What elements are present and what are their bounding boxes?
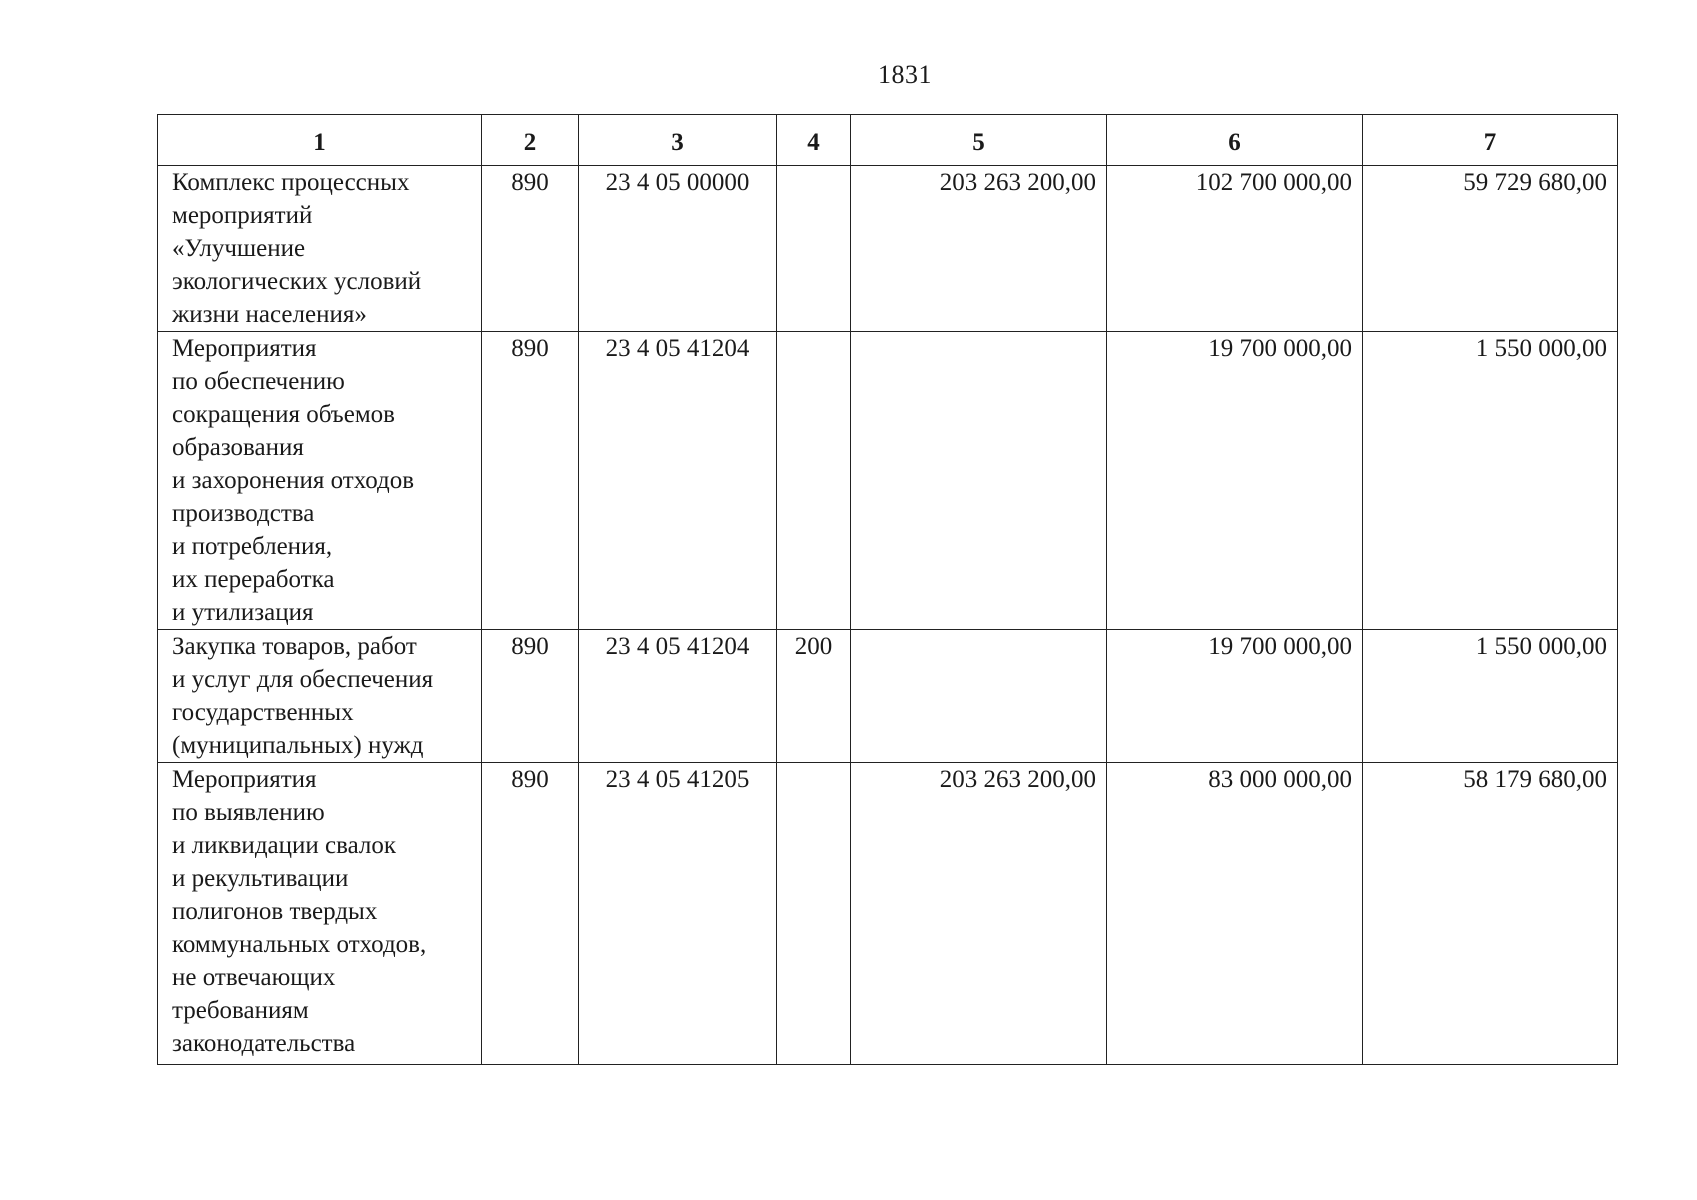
expense-type-cell xyxy=(777,166,851,332)
ministry-code-cell: 890 xyxy=(482,166,579,332)
amount-col7-cell: 1 550 000,00 xyxy=(1363,630,1618,763)
row-name-cell: Мероприятия по выявлению и ликвидации свалок и рекультивации полигонов твердых коммунальных отходов, не отвечающих требованиям законодательства xyxy=(158,763,482,1065)
table-row xyxy=(158,166,1618,332)
target-article-cell: 23 4 05 41205 xyxy=(579,763,777,1065)
amount-col6-cell: 19 700 000,00 xyxy=(1107,332,1363,630)
table-row xyxy=(158,332,1618,630)
amount-col7-cell: 59 729 680,00 xyxy=(1363,166,1618,332)
amount-col7-cell: 1 550 000,00 xyxy=(1363,332,1618,630)
target-article-cell: 23 4 05 41204 xyxy=(579,332,777,630)
ministry-code-cell: 890 xyxy=(482,763,579,1065)
budget-table xyxy=(157,114,1618,1065)
amount-col5-cell: 203 263 200,00 xyxy=(851,763,1107,1065)
page-number: 1831 xyxy=(878,60,932,89)
column-header-5: 5 xyxy=(851,115,1107,166)
column-header-2: 2 xyxy=(482,115,579,166)
amount-col5-cell xyxy=(851,630,1107,763)
ministry-code-cell: 890 xyxy=(482,630,579,763)
amount-col5-cell xyxy=(851,332,1107,630)
table-header-row xyxy=(158,115,1618,166)
expense-type-cell xyxy=(777,332,851,630)
amount-col6-cell: 102 700 000,00 xyxy=(1107,166,1363,332)
column-header-1: 1 xyxy=(158,115,482,166)
target-article-cell: 23 4 05 41204 xyxy=(579,630,777,763)
column-header-6: 6 xyxy=(1107,115,1363,166)
target-article-cell: 23 4 05 00000 xyxy=(579,166,777,332)
expense-type-cell: 200 xyxy=(777,630,851,763)
column-header-3: 3 xyxy=(579,115,777,166)
row-name-cell: Мероприятия по обеспечению сокращения объемов образования и захоронения отходов производства и потребления, их переработка и утилизация xyxy=(158,332,482,630)
expense-type-cell xyxy=(777,763,851,1065)
table-row xyxy=(158,763,1618,1065)
ministry-code-cell: 890 xyxy=(482,332,579,630)
column-header-4: 4 xyxy=(777,115,851,166)
table-row xyxy=(158,630,1618,763)
amount-col5-cell: 203 263 200,00 xyxy=(851,166,1107,332)
column-header-7: 7 xyxy=(1363,115,1618,166)
amount-col6-cell: 19 700 000,00 xyxy=(1107,630,1363,763)
row-name-cell: Комплекс процессных мероприятий «Улучшение экологических условий жизни населения» xyxy=(158,166,482,332)
amount-col6-cell: 83 000 000,00 xyxy=(1107,763,1363,1065)
amount-col7-cell: 58 179 680,00 xyxy=(1363,763,1618,1065)
row-name-cell: Закупка товаров, работ и услуг для обеспечения государственных (муниципальных) нужд xyxy=(158,630,482,763)
